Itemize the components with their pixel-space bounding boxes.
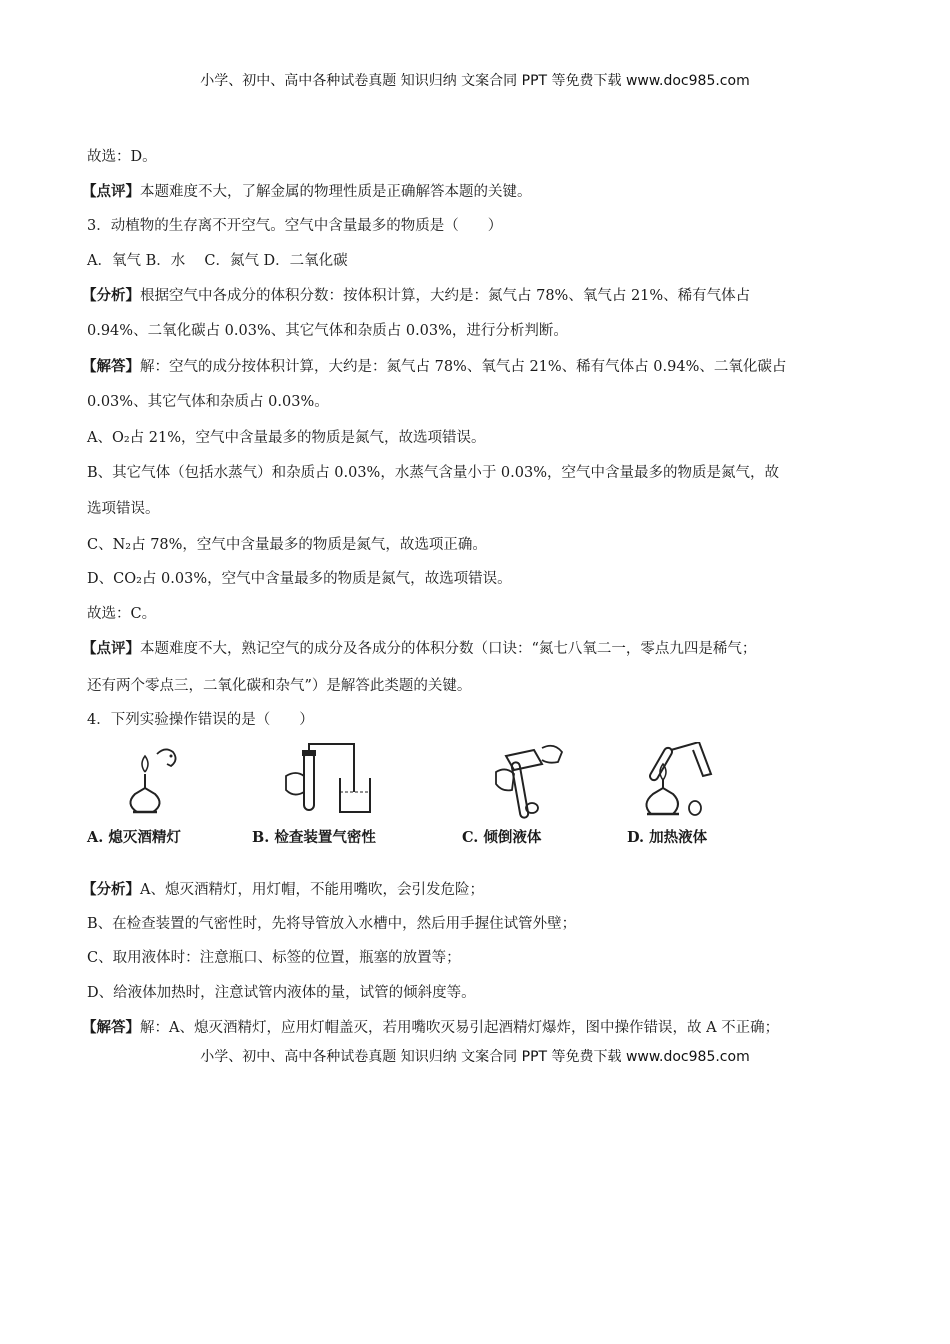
figure-caption: A. 熄灭酒精灯 xyxy=(87,829,181,846)
alcohol-lamp-blowing-icon xyxy=(87,742,247,826)
text-line: 选项错误。 xyxy=(87,501,160,517)
text-line: C、N₂占 78%，空气中含量最多的物质是氮气，故选项正确。 xyxy=(87,537,487,553)
text-line: B、其它气体（包括水蒸气）和杂质占 0.03%，水蒸气含量小于 0.03%，空气中含量最多的物质是氮气，故 xyxy=(87,465,779,481)
figure-caption: C. 倾倒液体 xyxy=(462,829,542,846)
text-line: 【分析】根据空气中各成分的体积分数：按体积计算，大约是：氮气占 78%、氧气占 21%、稀有气体占 xyxy=(82,287,751,304)
text-line: D、给液体加热时，注意试管内液体的量，试管的倾斜度等。 xyxy=(87,985,476,1001)
text-line: A、O₂占 21%，空气中含量最多的物质是氮气，故选项错误。 xyxy=(87,430,486,446)
text-line: 故选：C。 xyxy=(87,606,157,622)
text-line: C、取用液体时：注意瓶口、标签的位置，瓶塞的放置等； xyxy=(87,950,461,966)
figure-d-heat-liquid xyxy=(627,742,787,852)
pouring-liquid-icon xyxy=(462,742,622,826)
question-3: 3．动植物的生存离不开空气。空气中含量最多的物质是（ ） xyxy=(87,218,503,234)
text-line: 还有两个零点三，二氧化碳和杂气”）是解答此类题的关键。 xyxy=(87,678,472,694)
page-header: 小学、初中、高中各种试卷真题 知识归纳 文案合同 PPT 等免费下载 www.doc985.com xyxy=(200,73,750,89)
figure-caption: D. 加热液体 xyxy=(627,829,708,846)
text-line: 【解答】解：空气的成分按体积计算，大约是：氮气占 78%、氧气占 21%、稀有气体占 0.94%、二氧化碳占 xyxy=(82,358,787,375)
page-footer: 小学、初中、高中各种试卷真题 知识归纳 文案合同 PPT 等免费下载 www.doc985.com xyxy=(200,1049,750,1065)
text-line: D、CO₂占 0.03%，空气中含量最多的物质是氮气，故选项错误。 xyxy=(87,571,512,587)
text-line: 故选：D。 xyxy=(87,149,157,165)
text-line: 【点评】本题难度不大，熟记空气的成分及各成分的体积分数（口诀：“氮七八氧二一，零点九四是稀气； xyxy=(82,640,757,657)
figure-a-extinguish-lamp xyxy=(87,742,247,852)
figure-c-pour-liquid xyxy=(462,742,622,852)
text-line: B、在检查装置的气密性时，先将导管放入水槽中，然后用手握住试管外壁； xyxy=(87,916,577,932)
text-line: 【解答】解：A、熄灭酒精灯，应用灯帽盖灭，若用嘴吹灭易引起酒精灯爆炸，图中操作错误，故 A 不正确； xyxy=(82,1019,780,1036)
heating-liquid-icon xyxy=(627,742,787,826)
figure-b-airtightness xyxy=(252,742,412,852)
figure-caption: B. 检查装置气密性 xyxy=(252,829,376,846)
test-tube-beaker-icon xyxy=(252,742,432,826)
text-line: 【分析】A、熄灭酒精灯，用灯帽，不能用嘴吹，会引发危险； xyxy=(82,881,484,898)
text-line: 【点评】本题难度不大，了解金属的物理性质是正确解答本题的关键。 xyxy=(82,183,532,200)
question-4: 4．下列实验操作错误的是（ ） xyxy=(87,712,314,728)
text-line: 0.94%、二氧化碳占 0.03%、其它气体和杂质占 0.03%，进行分析判断。 xyxy=(87,323,568,339)
experiment-figures xyxy=(87,742,767,852)
text-line: 0.03%、其它气体和杂质占 0.03%。 xyxy=(87,394,329,410)
question-3-options: A．氧气 B．水 C．氮气 D．二氧化碳 xyxy=(87,253,348,269)
